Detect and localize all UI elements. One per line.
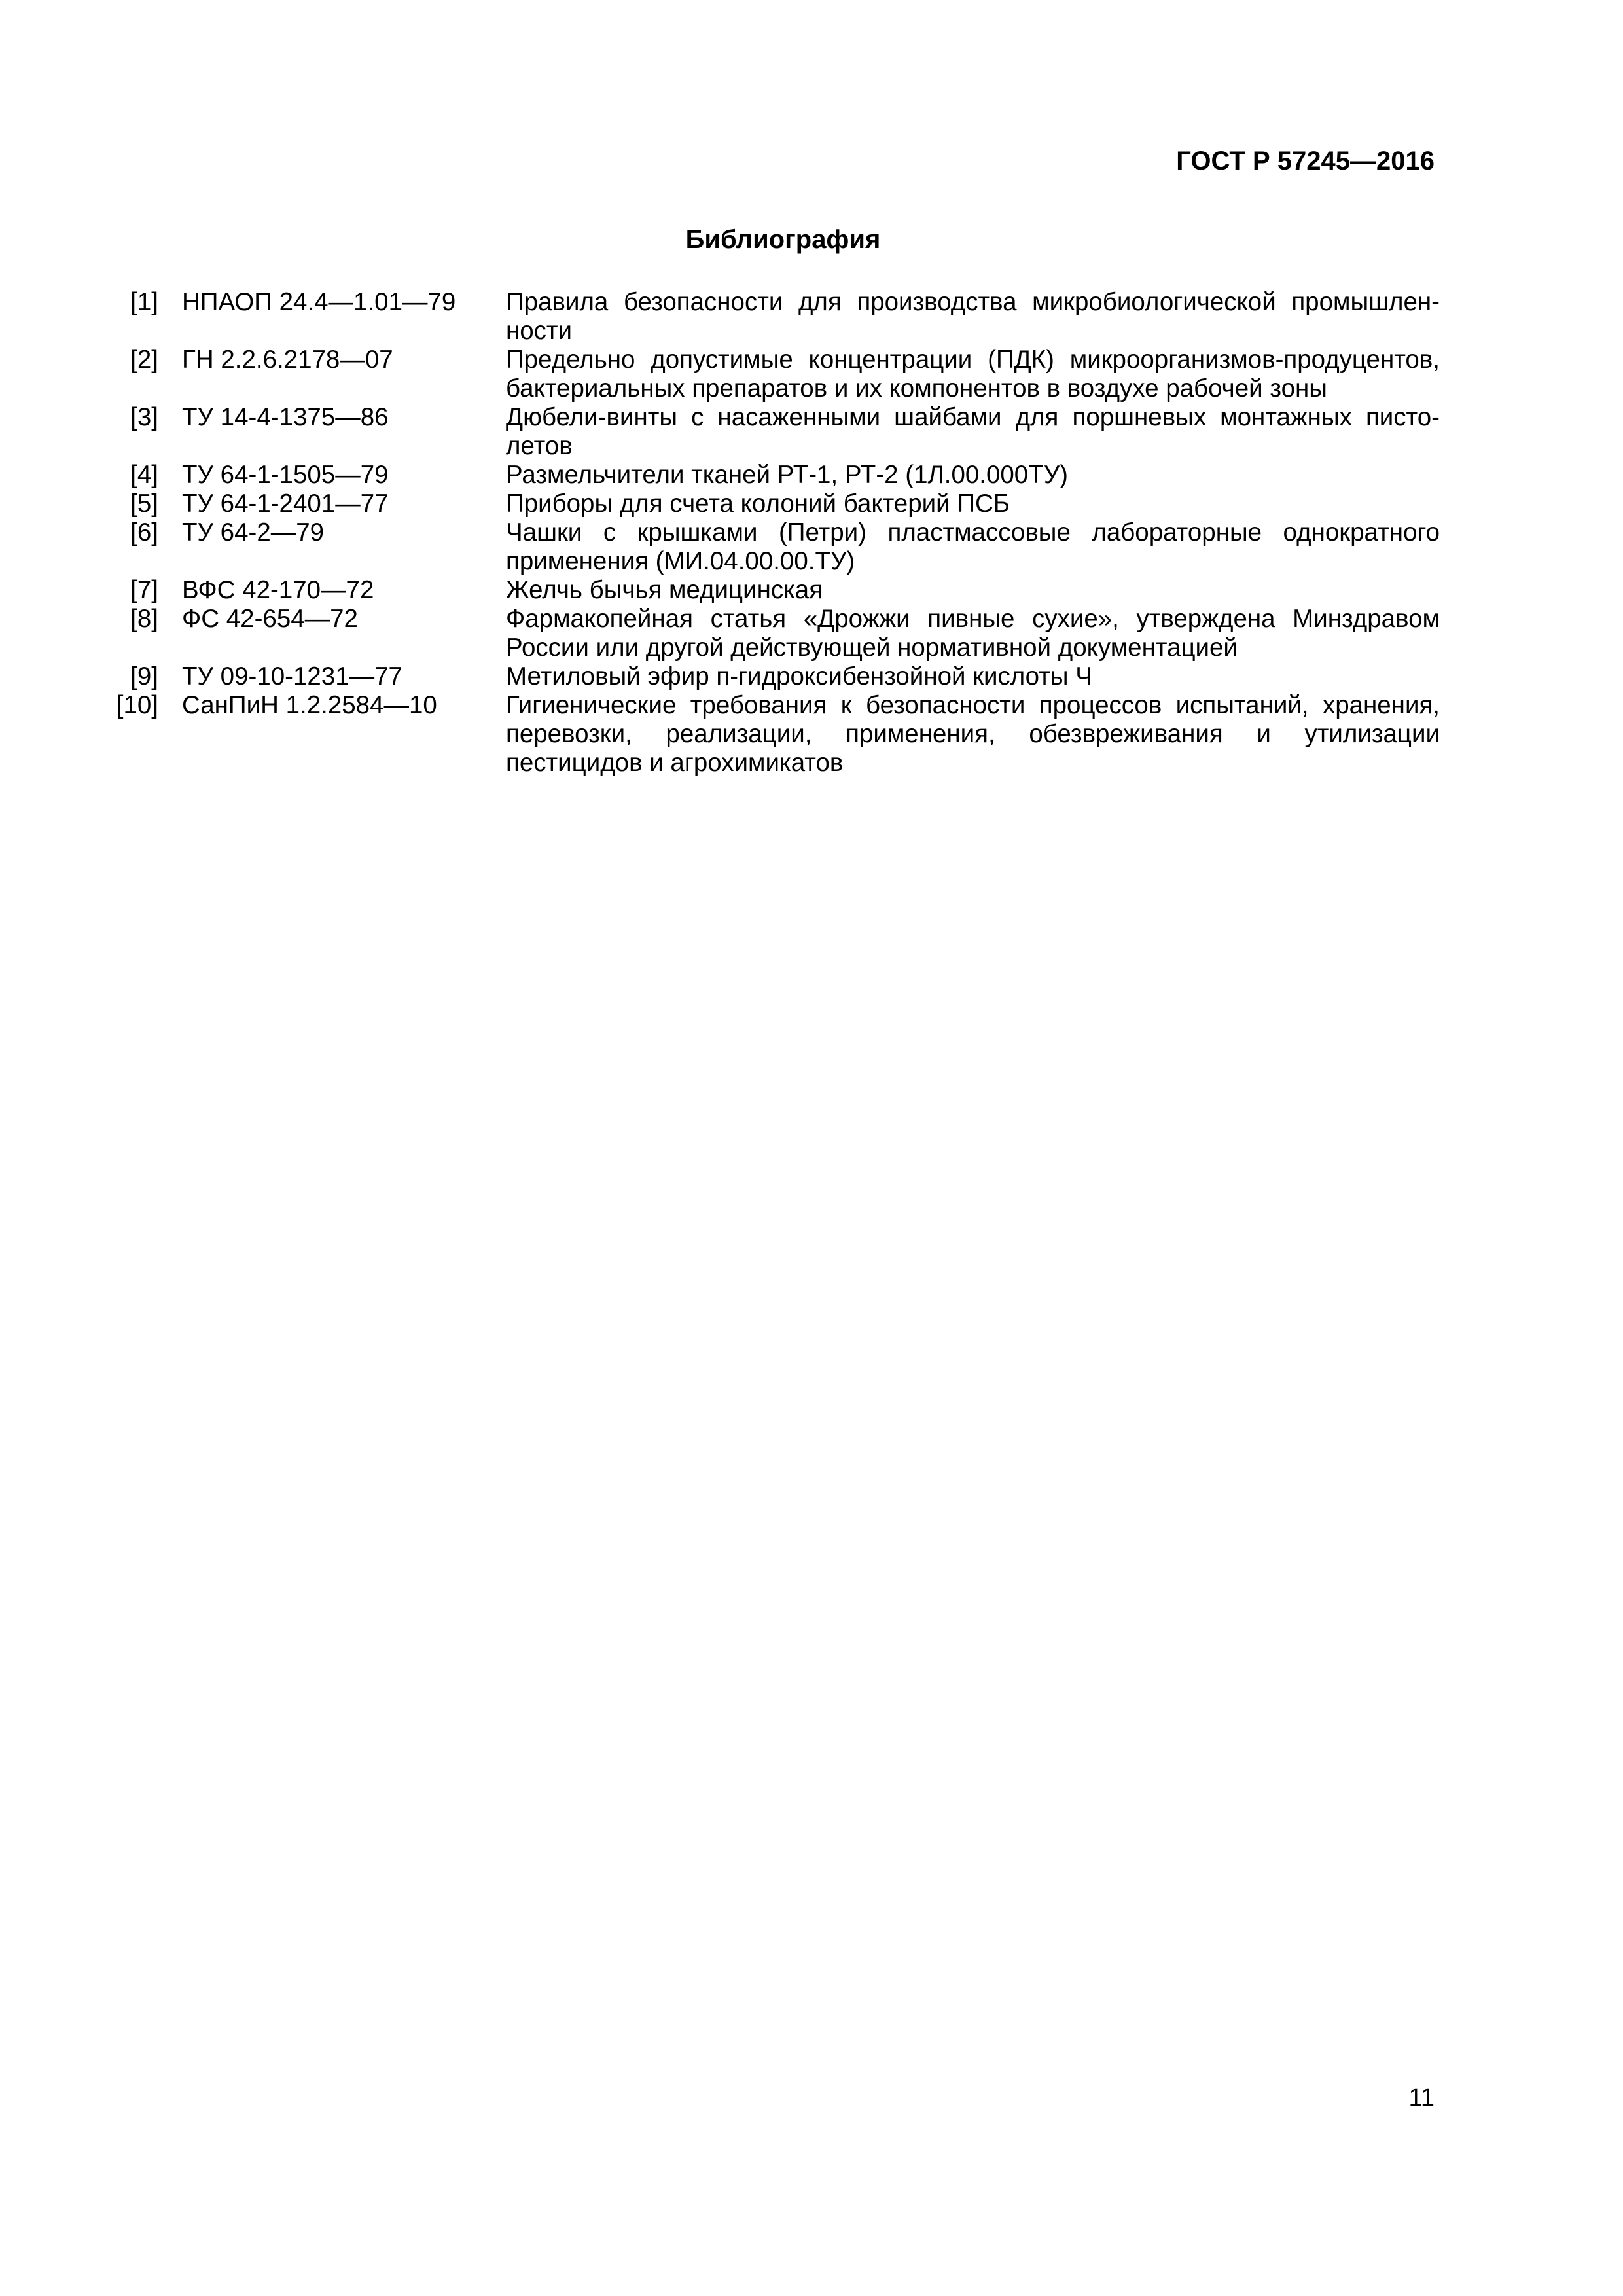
- entry-number: [6]: [130, 518, 158, 547]
- entry-document-code: ТУ 64-1-1505—79: [182, 461, 389, 489]
- entry-number: [5]: [130, 490, 158, 518]
- entry-number: [7]: [130, 576, 158, 604]
- entry-document-code: ТУ 09-10-1231—77: [182, 662, 402, 691]
- bibliography-entry: [111, 605, 1440, 662]
- page-number: 11: [1408, 2084, 1435, 2111]
- entry-document-code: НПАОП 24.4—1.01—79: [182, 288, 456, 316]
- entry-number: [1]: [130, 288, 158, 316]
- bibliography-entry: [111, 346, 1440, 403]
- entry-document-code: ТУ 64-1-2401—77: [182, 490, 389, 518]
- entry-title: Желчь бычья медицинская: [506, 576, 823, 604]
- entry-number: [10]: [116, 691, 158, 719]
- entry-title: Размельчители тканей РТ-1, РТ-2 (1Л.00.000ТУ): [506, 461, 1068, 489]
- entry-title: Метиловый эфир п-гидроксибензойной кислоты Ч: [506, 662, 1092, 691]
- bibliography-entry: [111, 691, 1440, 778]
- entry-title: Гигиенические требования к безопасности процессов испытаний, хранения, перевозки, реализации, применения, обезвреживания и утилизации пестицидов и агрохимикатов: [506, 691, 1440, 777]
- bibliography-entry: [111, 662, 1440, 691]
- entry-number: [3]: [130, 403, 158, 431]
- entry-document-code: ФС 42-654—72: [182, 605, 358, 633]
- bibliography-entry: [111, 288, 1440, 346]
- entry-title: Дюбели-винты с насаженными шайбами для поршневых монтажных пистолетов: [506, 403, 1440, 460]
- bibliography-entry: [111, 576, 1440, 605]
- bibliography-entry: [111, 403, 1440, 461]
- document-code-header: ГОСТ Р 57245—2016: [1176, 147, 1435, 175]
- entry-document-code: ГН 2.2.6.2178—07: [182, 346, 393, 374]
- entry-document-code: СанПиН 1.2.2584—10: [182, 691, 437, 719]
- entry-document-code: ТУ 14-4-1375—86: [182, 403, 389, 431]
- entry-document-code: ВФС 42-170—72: [182, 576, 374, 604]
- page-title: Библиография: [685, 225, 881, 254]
- bibliography-entry: [111, 490, 1440, 518]
- entry-title: Чашки с крышками (Петри) пластмассовые лабораторные однократного применения (МИ.04.00.00.ТУ): [506, 518, 1440, 575]
- bibliography-list: [111, 288, 1440, 778]
- entry-number: [8]: [130, 605, 158, 633]
- entry-title: Приборы для счета колоний бактерий ПСБ: [506, 490, 1010, 518]
- entry-document-code: ТУ 64-2—79: [182, 518, 325, 547]
- entry-title: Правила безопасности для производства микробиологической промышленности: [506, 288, 1440, 345]
- bibliography-entry: [111, 518, 1440, 576]
- bibliography-entry: [111, 461, 1440, 490]
- entry-title: Предельно допустимые концентрации (ПДК) микроорганизмов-продуцентов, бактериальных препаратов и их компонентов в воздухе рабочей зоны: [506, 346, 1440, 403]
- entry-number: [2]: [130, 346, 158, 374]
- entry-title: Фармакопейная статья «Дрожжи пивные сухие», утверждена Минздравом России или другой действующей нормативной документацией: [506, 605, 1440, 662]
- entry-number: [4]: [130, 461, 158, 489]
- entry-number: [9]: [130, 662, 158, 691]
